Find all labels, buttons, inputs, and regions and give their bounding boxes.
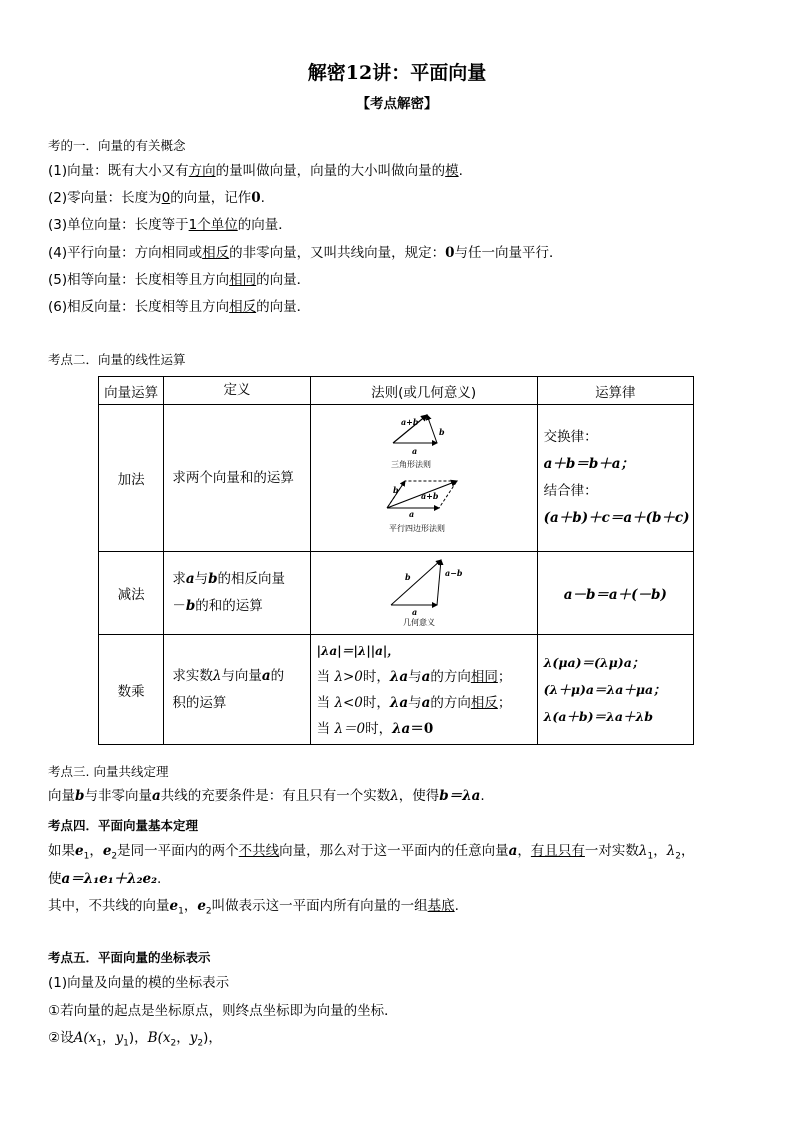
coordinate-line1: (1)向量及向量的模的坐标表示 — [48, 975, 230, 991]
op-law-add: 交换律： a＋b＝b＋a； 结合律： (a＋b)＋c＝a＋(b＋c) — [537, 405, 693, 552]
svg-text:a: a — [411, 607, 417, 617]
sub-rule-figure — [310, 552, 537, 635]
op-def-mul: 求实数λ与向量a的 积的运算 — [164, 635, 310, 745]
section2-heading: 考点二．向量的线性运算 — [48, 352, 186, 367]
svg-text:a−b: a−b — [444, 568, 463, 578]
subtraction-diagram — [311, 552, 537, 630]
concept-item-6: (6)相反向量：长度相等且方向相反的向量． — [48, 299, 311, 315]
op-def-sub: 求a与b的相反向量 －b的和的运算 — [164, 552, 310, 635]
section1-heading: 考的一．向量的有关概念 — [48, 138, 186, 153]
svg-text:a: a — [408, 509, 414, 519]
page-subtitle: 【考点解密】 — [356, 96, 438, 112]
table-row — [99, 635, 694, 745]
collinear-theorem: 向量b与非零向量a共线的充要条件是：有且只有一个实数λ，使得b＝λa. — [48, 788, 485, 804]
table-row — [99, 552, 694, 635]
basis-theorem-line1: 如果$e_1$，$e_2$是同一平面内的两个不共线向量，那么对于这一平面内的任意向量a，有且只有一对实数$\lambda_1$，$\lambda_2$， — [48, 843, 695, 862]
op-name-sub: 减法 — [99, 552, 164, 635]
concept-item-4: (4)平行向量：方向相同或相反的非零向量，又叫共线向量，规定：0与任一向量平行． — [48, 245, 563, 261]
basis-theorem-line2: 使a＝λ₁e₁＋λ₂e₂. — [48, 871, 162, 887]
op-name-mul: 数乘 — [99, 635, 164, 745]
op-law-sub: a－b＝a＋(－b) — [537, 552, 693, 635]
table-header: 运算律 — [537, 377, 693, 405]
triangle-rule-figure — [391, 415, 445, 469]
svg-text:a+b: a+b — [420, 491, 439, 501]
table-header: 向量运算 — [99, 377, 164, 405]
table-header-row — [99, 377, 694, 405]
mul-rule-text: |λa|＝|λ||a|， 当 λ>0时，λa与a的方向相同； 当 λ<0时，λa与a的方向相反； 当 λ＝0时，λa＝0 — [310, 635, 537, 745]
linear-operations-table — [98, 376, 694, 745]
concept-item-3: (3)单位向量：长度等于1个单位的向量． — [48, 217, 292, 233]
svg-text:a+b: a+b — [400, 417, 419, 427]
op-def-add: 求两个向量和的运算 — [164, 405, 310, 552]
op-law-mul: λ(μa)＝(λμ)a； (λ＋μ)a＝λa＋μa； λ(a＋b)＝λa＋λb — [537, 635, 693, 745]
page-title: 解密12讲：平面向量 — [307, 62, 487, 84]
add-rule-figure — [310, 405, 537, 552]
section5-heading: 考点五．平面向量的坐标表示 — [48, 950, 211, 965]
addition-diagram — [311, 405, 537, 547]
basis-theorem-line3: 其中，不共线的向量$e_1$，$e_2$叫做表示这一平面内所有向量的一组基底. — [48, 898, 459, 917]
svg-text:平行四边形法则: 平行四边形法则 — [388, 524, 445, 533]
svg-text:b: b — [438, 427, 445, 437]
concept-item-5: (5)相等向量：长度相等且方向相同的向量． — [48, 272, 311, 288]
coordinate-line3: ②设$A(x_1$，$y_1$)，$B(x_2$，$y_2$)， — [48, 1030, 222, 1049]
svg-text:b: b — [404, 572, 411, 582]
coordinate-line2: ①若向量的起点是坐标原点，则终点坐标即为向量的坐标． — [48, 1003, 398, 1019]
svg-text:几何意义: 几何意义 — [402, 618, 435, 627]
section4-heading: 考点四．平面向量基本定理 — [48, 818, 199, 833]
concept-item-1: (1)向量：既有大小又有方向的量叫做向量，向量的大小叫做向量的模. — [48, 163, 463, 179]
table-row — [99, 405, 694, 552]
table-header: 法则(或几何意义) — [310, 377, 537, 405]
section3-heading: 考点三. 向量共线定理 — [48, 764, 169, 779]
svg-text:a: a — [411, 446, 417, 456]
parallelogram-rule-figure — [387, 481, 457, 533]
svg-text:b: b — [392, 485, 399, 495]
op-name-add: 加法 — [99, 405, 164, 552]
table-header: 定义 — [164, 377, 310, 405]
svg-text:三角形法则: 三角形法则 — [390, 460, 431, 469]
concept-item-2: (2)零向量：长度为0的向量，记作0. — [48, 190, 265, 206]
